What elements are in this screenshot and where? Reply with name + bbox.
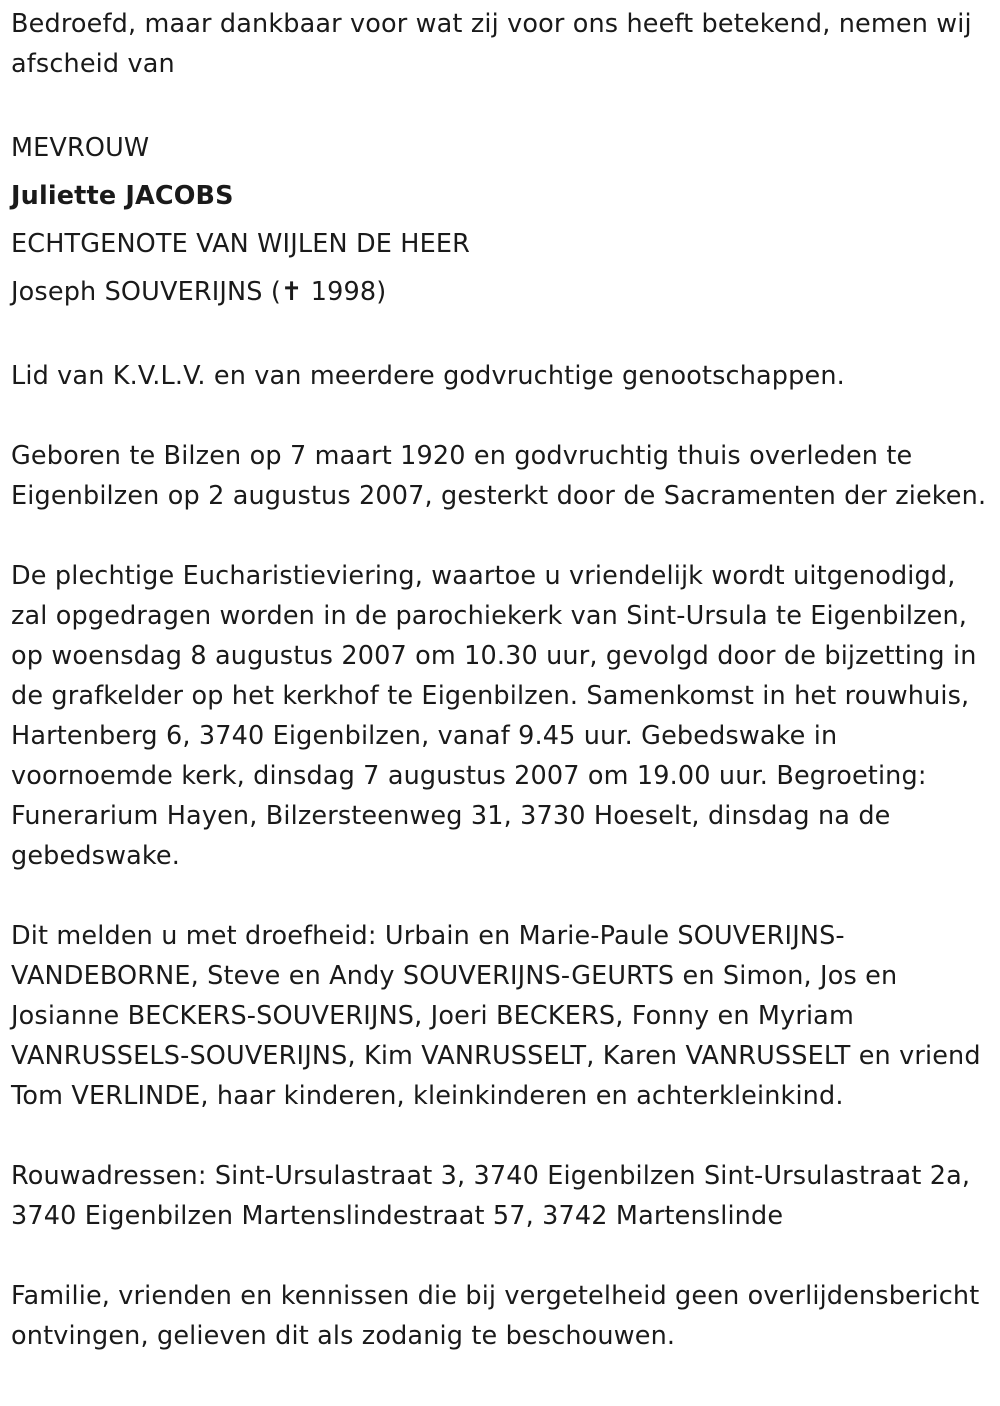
closing-paragraph: Familie, vrienden en kennissen die bij vergetelheid geen overlijdensbericht ontvingen, gelieven dit als zodanig te beschouwen. xyxy=(11,1281,980,1351)
spouse-line xyxy=(11,268,991,316)
cross-icon: ✝ xyxy=(280,277,303,307)
intro-paragraph: Bedroefd, maar dankbaar voor wat zij voor ons heeft betekend, nemen wij afscheid van xyxy=(11,9,972,79)
spouse-name: Joseph SOUVERIJNS ( xyxy=(11,277,281,307)
spacer xyxy=(11,516,991,556)
spacer xyxy=(11,1116,991,1156)
spacer xyxy=(11,876,991,916)
spacer xyxy=(11,316,991,356)
ceremony-paragraph: De plechtige Eucharistieviering, waartoe u vriendelijk wordt uitgenodigd, zal opgedragen worden in de parochiekerk van Sint-Ursula te Eigenbilzen, op woensdag 8 augustus 2007 om 10.30 uur, gevolgd door de bijzetting in de grafkelder op het kerkhof te Eigenbilzen. Samenkomst in het rouwhuis, Hartenberg 6, 3740 Eigenbilzen, vanaf 9.45 uur. Gebedswake in voornoemde kerk, dinsdag 7 augustus 2007 om 19.00 uur. Begroeting: Funerarium Hayen, Bilzersteenweg 31, 3730 Hoeselt, dinsdag na de gebedswake. xyxy=(11,561,977,871)
deceased-name: Juliette JACOBS xyxy=(11,181,234,211)
membership-paragraph: Lid van K.V.L.V. en van meerdere godvruchtige genootschappen. xyxy=(11,361,845,391)
spacer xyxy=(11,84,991,124)
family-paragraph: Dit melden u met droefheid: Urbain en Marie-Paule SOUVERIJNS-VANDEBORNE, Steve en Andy SOUVERIJNS-GEURTS en Simon, Jos en Josianne BECKERS-SOUVERIJNS, Joeri BECKERS, Fonny en Myriam VANRUSSELS-SOUVERIJNS, Kim VANRUSSELT, Karen VANRUSSELT en vriend Tom VERLINDE, haar kinderen, kleinkinderen en achterkleinkind. xyxy=(11,921,981,1111)
spouse-year: 1998) xyxy=(302,277,387,307)
addresses-paragraph: Rouwadressen: Sint-Ursulastraat 3, 3740 Eigenbilzen Sint-Ursulastraat 2a, 3740 Eigenbilzen Martenslindestraat 57, 3742 Martenslinde xyxy=(11,1161,971,1231)
title-line: MEVROUW xyxy=(11,133,150,163)
spacer xyxy=(11,1236,991,1276)
spouse-prefix: ECHTGENOTE VAN WIJLEN DE HEER xyxy=(11,229,470,259)
obituary-document xyxy=(11,4,991,1356)
birth-death-paragraph: Geboren te Bilzen op 7 maart 1920 en godvruchtig thuis overleden te Eigenbilzen op 2 augustus 2007, gesterkt door de Sacramenten der zieken. xyxy=(11,441,987,511)
spacer xyxy=(11,396,991,436)
